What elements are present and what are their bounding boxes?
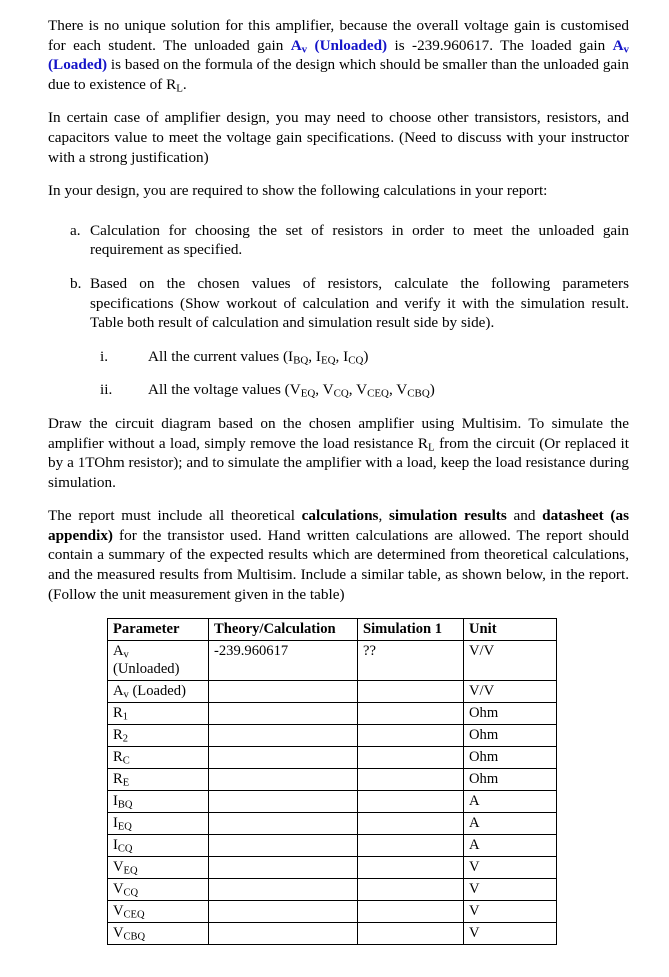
cell-theory[interactable] [209,725,358,747]
alpha-list-block [48,221,629,333]
gain-loaded-base: A [612,36,624,54]
gain-unloaded-base: A [290,36,302,54]
report-text-part1: The report must include all theoretical [48,507,302,525]
cell-parameter [108,901,209,923]
cell-simulation[interactable] [358,703,464,725]
cell-unit: A [464,791,557,813]
voltage-vceq-subscript: CEQ [367,387,389,400]
cell-theory[interactable] [209,791,358,813]
list-item-b-text: Based on the chosen values of resistors, calculate the following parameters specifications (Show workout of calculation and verify it with the simulation result. Table both result of calculation and simulation result side by side). [90,274,629,332]
parameter-subscript: v [123,689,129,701]
parameter-tail: (Loaded) [128,683,186,700]
list-item-a-marker: a. [70,221,81,239]
cell-parameter [108,703,209,725]
cell-unit: A [464,813,557,835]
alpha-list [48,221,629,333]
table-row [108,791,557,813]
table-row [108,769,557,791]
parameter-base: R [113,749,123,766]
voltage-values-mid3: , V [388,381,408,399]
parameter-base: R [113,705,123,722]
list-item-a-text: Calculation for choosing the set of resistors in order to meet the unloaded gain requirement as specified. [90,221,629,259]
current-values-prefix: All the current values (I [148,347,294,365]
voltage-vcbq-subscript: CBQ [407,387,430,400]
current-values-mid2: , I [335,347,349,365]
voltage-values-mid2: , V [348,381,368,399]
paragraph-multisim-instructions [48,414,629,492]
table-row [108,813,557,835]
cell-simulation[interactable] [358,769,464,791]
column-header-parameter: Parameter [108,619,209,641]
parameter-base: R [113,771,123,788]
table-row [108,857,557,879]
parameter-base: I [113,837,118,854]
gain-unloaded-subscript: v [301,43,308,55]
cell-parameter [108,769,209,791]
table-body [108,641,557,945]
list-item-roman-i [48,347,629,367]
parameter-subscript: CQ [117,843,133,855]
list-item-b [48,274,629,333]
parameter-symbol [113,643,129,659]
column-header-theory: Theory/Calculation [209,619,358,641]
cell-unit: Ohm [464,703,557,725]
cell-unit: Ohm [464,747,557,769]
list-item-b-marker: b. [70,274,82,292]
voltage-values-suffix: ) [429,381,435,399]
table-row [108,835,557,857]
paragraph-amplifier-intro [48,16,629,94]
cell-theory[interactable] [209,703,358,725]
parameter-base: R [113,727,123,744]
multisim-text-part2: from the circuit (Or replaced it by a 1TOhm resistor); and to simulate the amplifier with a load, keep the load resistance during simulation. [48,434,629,491]
parameter-subscript: 2 [122,733,128,745]
cell-parameter [108,923,209,945]
cell-unit: V [464,901,557,923]
roman-list-block [48,347,629,400]
cell-unit: Ohm [464,725,557,747]
parameter-subscript: 1 [122,711,128,723]
cell-simulation[interactable] [358,813,464,835]
cell-parameter [108,791,209,813]
current-ibq-subscript: BQ [293,354,309,367]
cell-simulation[interactable] [358,835,464,857]
report-text-part3: and [506,507,543,525]
cell-simulation[interactable] [358,857,464,879]
report-bold-simulation-results: simulation results [388,507,507,525]
voltage-vcq-subscript: CQ [333,387,349,400]
report-text-part2: , [378,507,389,525]
table-row [108,747,557,769]
cell-unit: Ohm [464,769,557,791]
cell-theory[interactable] [209,769,358,791]
table-row [108,641,557,681]
parameter-base: V [113,859,124,876]
gain-unloaded-symbol [291,37,387,54]
cell-unit: V/V [464,681,557,703]
table-row [108,703,557,725]
parameters-table [107,618,557,945]
cell-unit: V [464,857,557,879]
cell-parameter [108,857,209,879]
parameter-subscript: v [123,649,129,661]
cell-theory[interactable]: -239.960617 [209,641,358,681]
cell-simulation[interactable] [358,923,464,945]
parameter-subscript: C [122,755,130,767]
cell-theory[interactable] [209,681,358,703]
cell-parameter [108,681,209,703]
cell-theory[interactable] [209,747,358,769]
paragraph-required-calculations: In your design, you are required to show the following calculations in your report: [48,182,548,200]
cell-theory[interactable] [209,901,358,923]
parameter-base: V [113,925,124,942]
parameter-subscript: E [122,777,130,789]
cell-theory[interactable] [209,813,358,835]
cell-theory[interactable] [209,857,358,879]
table-row [108,725,557,747]
multisim-rl-subscript: L [428,440,435,453]
parameter-base: I [113,815,118,832]
parameter-subscript: EQ [123,865,138,877]
intro-text-part3: is based on the formula of the design which should be smaller than the unloaded gain due to existence of R [48,56,629,93]
cell-parameter [108,835,209,857]
cell-simulation[interactable] [358,901,464,923]
cell-simulation[interactable] [358,791,464,813]
parameter-subscript: CBQ [123,931,146,943]
list-item-a [48,221,629,260]
table-row [108,681,557,703]
cell-parameter [108,641,209,681]
voltage-values-prefix: All the voltage values (V [148,381,301,399]
cell-parameter [108,879,209,901]
parameter-subscript: CEQ [123,909,145,921]
parameter-base: V [113,881,124,898]
list-item-roman-ii-marker: ii. [100,381,113,399]
multisim-text-part1: Draw the circuit diagram based on the chosen amplifier using Multisim. To simulate the amplifier without a load, simply remove the load resistance R [48,414,629,452]
gain-loaded-subscript: v [623,43,629,55]
cell-simulation[interactable] [358,725,464,747]
cell-theory[interactable] [209,835,358,857]
table-row [108,923,557,945]
paragraph-report-requirements [48,506,629,604]
parameter-subscript: CQ [123,887,139,899]
parameter-subscript: EQ [117,821,132,833]
list-item-roman-i-text [148,348,368,365]
cell-theory[interactable] [209,879,358,901]
voltage-values-mid1: , V [315,381,334,399]
intro-text-part2: is -239.960617. The loaded gain [387,36,613,54]
cell-unit: A [464,835,557,857]
column-header-unit: Unit [464,619,557,641]
cell-unit: V [464,923,557,945]
cell-unit: V/V [464,641,557,681]
cell-theory[interactable] [209,923,358,945]
current-values-suffix: ) [363,347,369,365]
cell-simulation[interactable] [358,879,464,901]
intro-text-part4: . [182,75,187,93]
column-header-simulation: Simulation 1 [358,619,464,641]
paragraph-component-selection: In certain case of amplifier design, you may need to choose other transistors, resistors, and capacitors value to meet the voltage gain specifications. (Need to discuss with your instructor with a strong justification) [48,109,629,166]
table-row [108,901,557,923]
cell-unit: V [464,879,557,901]
parameter-subscript: BQ [117,799,133,811]
list-item-roman-i-marker: i. [100,347,109,365]
current-icq-subscript: CQ [348,354,364,367]
intro-text-part1: There is no unique solution for this amplifier, because the overall voltage gain is customised for each student. The unloaded gain [48,17,629,54]
report-text-part4: for the transistor used. Hand written calculations are allowed. The report should contain a summary of the expected results which are determined from theoretical calculations, and the measured results from Multisim. Include a similar table, as shown below, in the report. (Follow the unit measurement given in the table) [48,526,629,603]
load-resistance-subscript: L [176,82,183,95]
current-ieq-subscript: EQ [320,354,336,367]
parameter-second-line: (Unloaded) [113,661,180,678]
roman-list [48,347,629,400]
cell-parameter [108,747,209,769]
voltage-veq-subscript: EQ [300,387,316,400]
parameter-base: A [113,683,124,700]
parameter-base: A [113,643,124,660]
cell-parameter [108,813,209,835]
gain-loaded-suffix: (Loaded) [48,56,108,74]
gain-unloaded-suffix: (Unloaded) [307,36,388,54]
cell-simulation[interactable] [358,747,464,769]
cell-parameter [108,725,209,747]
cell-simulation[interactable] [358,681,464,703]
list-item-roman-ii [48,380,629,400]
table-row [108,879,557,901]
report-bold-datasheet: datasheet (as appendix) [48,507,629,544]
cell-simulation[interactable]: ?? [358,641,464,681]
table-header [108,619,557,641]
table-header-row [108,619,557,641]
parameter-base: I [113,793,118,810]
report-bold-calculations: calculations [301,507,379,525]
list-item-roman-ii-text [148,381,435,398]
current-values-mid1: , I [308,347,321,365]
parameter-base: V [113,903,124,920]
